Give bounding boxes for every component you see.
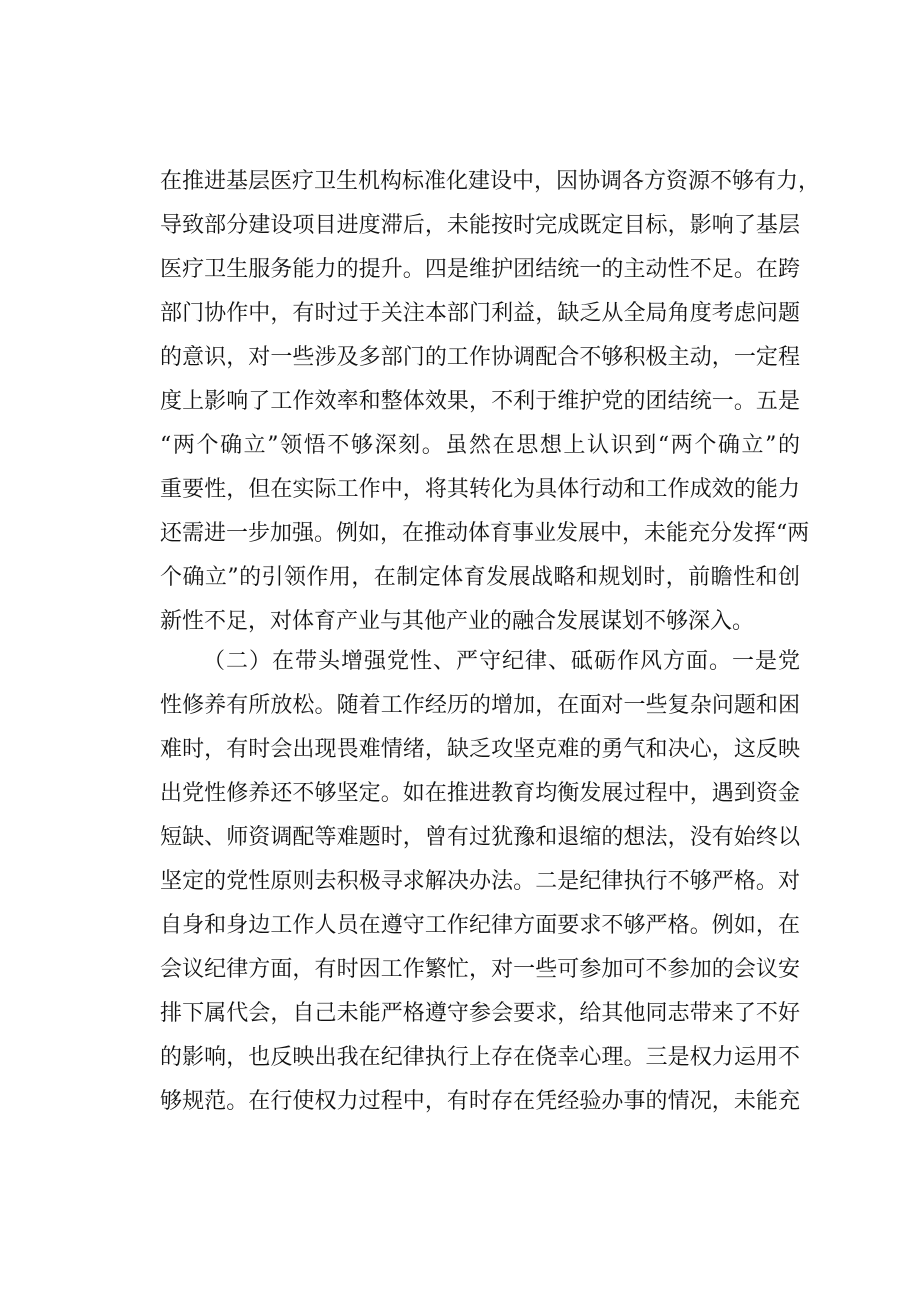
paragraph-2-line-5: 短缺、师资调配等难题时，曾有过犹豫和退缩的想法，没有始终以	[160, 825, 800, 850]
paragraph-1-line-1: 在推进基层医疗卫生机构标准化建设中，因协调各方资源不够有力，	[160, 169, 821, 194]
paragraph-1-line-8: 重要性，但在实际工作中，将其转化为具体行动和工作成效的能力	[160, 477, 800, 502]
paragraph-1-line-2: 导致部分建设项目进度滞后，未能按时完成既定目标，影响了基层	[160, 213, 800, 238]
paragraph-1-line-3: 医疗卫生服务能力的提升。四是维护团结统一的主动性不足。在跨	[160, 257, 800, 282]
paragraph-2-line-3: 难时，有时会出现畏难情绪，缺乏攻坚克难的勇气和决心，这反映	[160, 737, 800, 762]
paragraph-2-line-7: 自身和身边工作人员在遵守工作纪律方面要求不够严格。例如，在	[160, 913, 800, 938]
paragraph-2-line-8: 会议纪律方面，有时因工作繁忙，对一些可参加可不参加的会议安	[160, 957, 800, 982]
paragraph-1-line-4: 部门协作中，有时过于关注本部门利益，缺乏从全局角度考虑问题	[160, 301, 800, 326]
paragraph-1-line-10: 个确立”的引领作用，在制定体育发展战略和规划时，前瞻性和创	[160, 565, 800, 590]
paragraph-2-line-10: 的影响，也反映出我在纪律执行上存在侥幸心理。三是权力运用不	[160, 1045, 800, 1070]
paragraph-2-line-2: 性修养有所放松。随着工作经历的增加，在面对一些复杂问题和困	[160, 693, 800, 718]
paragraph-1-line-11: 新性不足，对体育产业与其他产业的融合发展谋划不够深入。	[160, 609, 755, 634]
paragraph-1-line-9: 还需进一步加强。例如，在推动体育事业发展中，未能充分发挥“两	[160, 521, 810, 546]
paragraph-2-line-6: 坚定的党性原则去积极寻求解决办法。二是纪律执行不够严格。对	[160, 869, 800, 894]
paragraph-2-line-4: 出党性修养还不够坚定。如在推进教育均衡发展过程中，遇到资金	[160, 781, 800, 806]
paragraph-2-line-11: 够规范。在行使权力过程中，有时存在凭经验办事的情况，未能充	[160, 1089, 800, 1114]
paragraph-2-line-1: （二）在带头增强党性、严守纪律、砥砺作风方面。一是党	[203, 649, 800, 674]
paragraph-1-line-6: 度上影响了工作效率和整体效果，不利于维护党的团结统一。五是	[160, 389, 800, 414]
paragraph-1-line-5: 的意识，对一些涉及多部门的工作协调配合不够积极主动，一定程	[160, 345, 800, 370]
paragraph-2-line-9: 排下属代会，自己未能严格遵守参会要求，给其他同志带来了不好	[160, 1001, 800, 1026]
paragraph-1-line-7: “两个确立”领悟不够深刻。虽然在思想上认识到“两个确立”的	[160, 433, 800, 458]
